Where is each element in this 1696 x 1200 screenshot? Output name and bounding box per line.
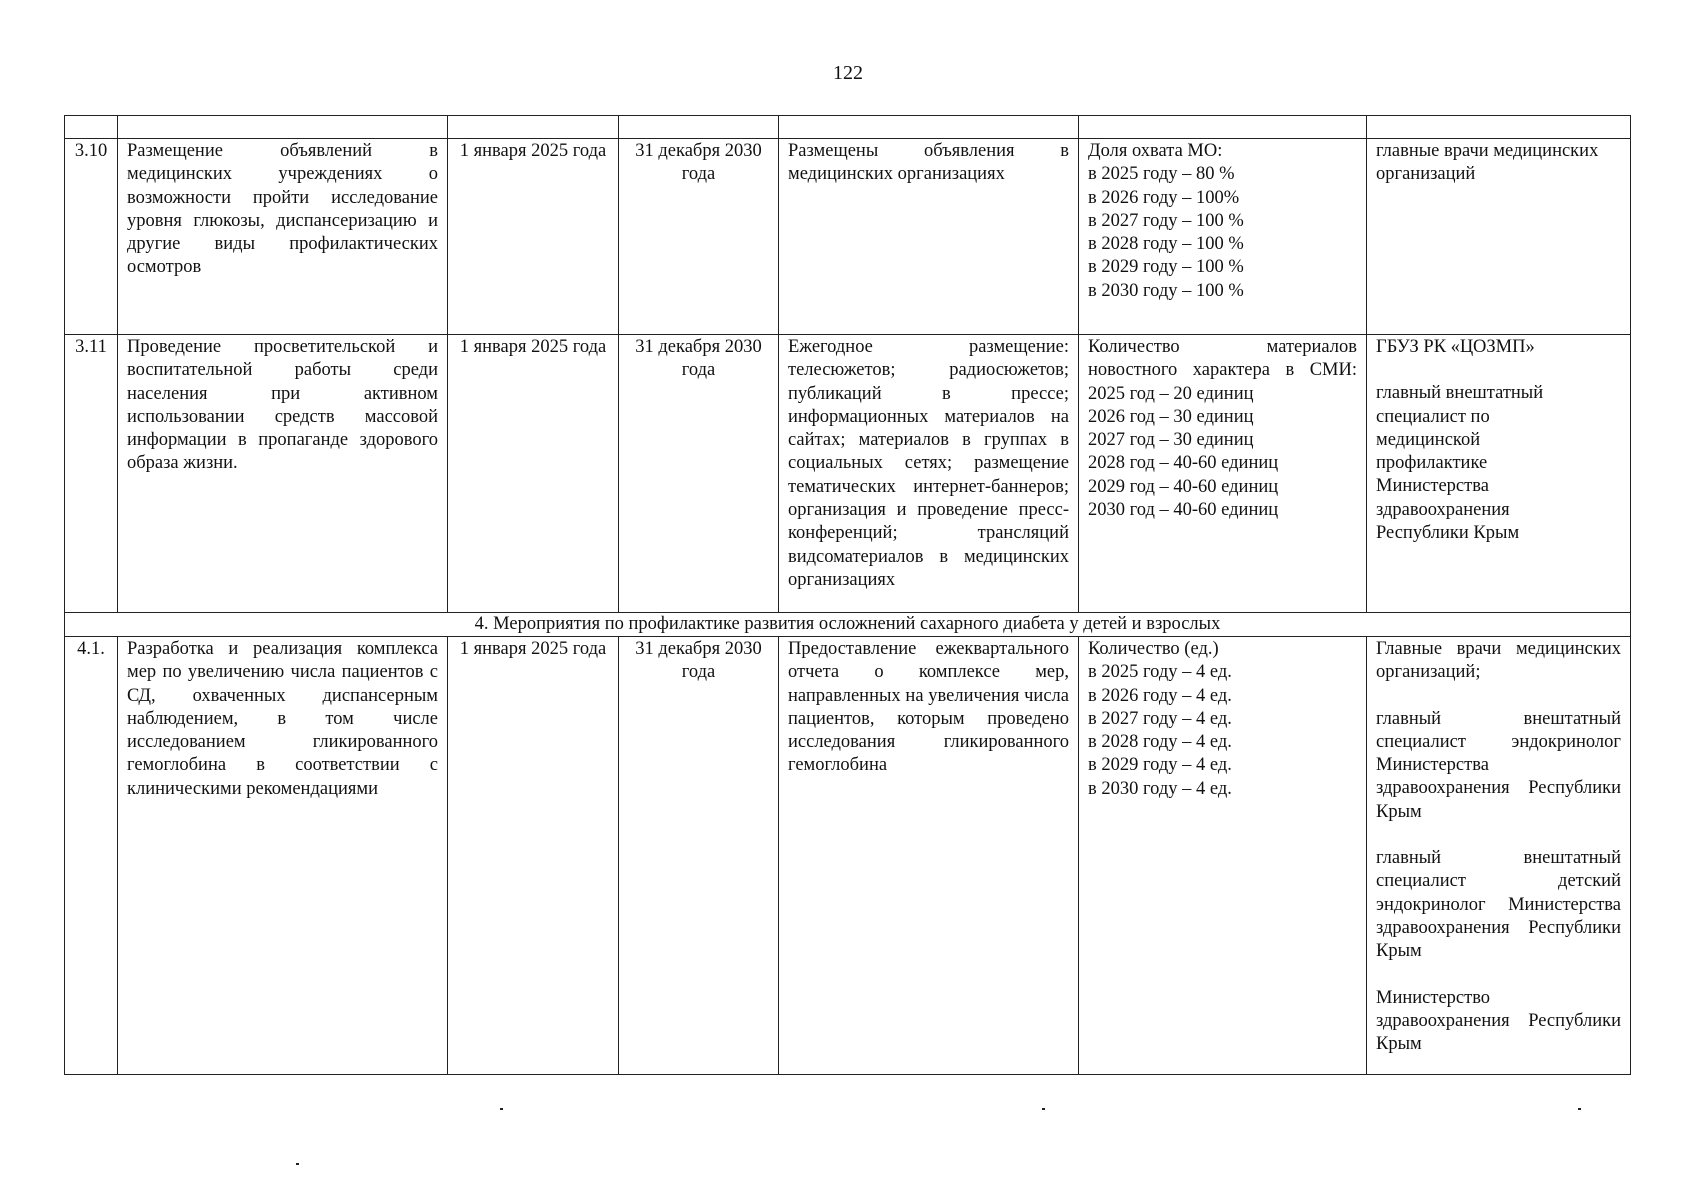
indicator-cell xyxy=(1079,139,1367,335)
responsible-block: Главные врачи медицинских организаций; xyxy=(1376,639,1621,683)
indicator-line: в 2027 году – 100 % xyxy=(1088,210,1244,231)
end-date-cell: 31 декабря 2030 года xyxy=(619,335,779,613)
indicator-line: в 2026 году – 100% xyxy=(1088,187,1240,208)
plan-table xyxy=(64,115,1631,1075)
responsible-cell: главные врачи медицинских организаций xyxy=(1367,139,1631,335)
result-cell: Предоставление ежеквартального отчета о комплексе мер, направленных на увеличения числа пациентов, которым проведено исследования гликированного гемоглобина xyxy=(779,637,1079,1075)
indicator-line: в 2030 году – 100 % xyxy=(1088,280,1244,301)
scan-speck xyxy=(500,1108,503,1110)
responsible-line: специалист по xyxy=(1376,406,1490,427)
row-number: 4.1. xyxy=(65,637,118,1075)
end-date-cell: 31 декабря 2030 года xyxy=(619,637,779,1075)
indicator-line: в 2029 году – 4 ед. xyxy=(1088,755,1232,776)
indicator-line: Количество материалов новостного характера в СМИ: xyxy=(1088,337,1357,381)
result-cell: Размещены объявления в медицинских организациях xyxy=(779,139,1079,335)
responsible-line: здравоохранения xyxy=(1376,499,1510,520)
responsible-line: главный внештатный xyxy=(1376,383,1544,404)
responsible-cell xyxy=(1367,335,1631,613)
table-header-row xyxy=(65,116,1631,139)
indicator-line: в 2026 году – 4 ед. xyxy=(1088,685,1232,706)
header-cell xyxy=(448,116,619,139)
section-header-row xyxy=(65,613,1631,637)
responsible-block: главный внештатный специалист детский эндокринолог Министерства здравоохранения Республики Крым xyxy=(1376,848,1621,962)
responsible-line: Министерства xyxy=(1376,476,1489,497)
indicator-line: в 2030 году – 4 ед. xyxy=(1088,778,1232,799)
indicator-line: в 2029 году – 100 % xyxy=(1088,257,1244,278)
indicator-line: в 2025 году – 4 ед. xyxy=(1088,662,1232,683)
scan-speck xyxy=(296,1163,299,1165)
row-number: 3.11 xyxy=(65,335,118,613)
page-number: 122 xyxy=(833,62,863,84)
indicator-cell xyxy=(1079,637,1367,1075)
indicator-line: 2028 год – 40-60 единиц xyxy=(1088,453,1279,474)
indicator-line: в 2028 году – 100 % xyxy=(1088,234,1244,255)
indicator-line: 2030 год – 40-60 единиц xyxy=(1088,500,1279,521)
indicator-line: в 2028 году – 4 ед. xyxy=(1088,732,1232,753)
indicator-cell xyxy=(1079,335,1367,613)
header-cell xyxy=(1367,116,1631,139)
responsible-line: медицинской xyxy=(1376,429,1481,450)
activity-cell: Разработка и реализация комплекса мер по увеличению числа пациентов с СД, охваченных диспансерным наблюдением, в том числе исследованием гликированного гемоглобина в соответствии с клиническими рекомендациями xyxy=(118,637,448,1075)
table-row xyxy=(65,637,1631,1075)
header-cell xyxy=(779,116,1079,139)
indicator-line: 2027 год – 30 единиц xyxy=(1088,430,1254,451)
responsible-block: Министерство здравоохранения Республики Крым xyxy=(1376,987,1621,1055)
scan-speck xyxy=(1042,1108,1045,1110)
indicator-line: в 2025 году – 80 % xyxy=(1088,164,1235,185)
responsible-line: профилактике xyxy=(1376,453,1488,474)
scan-speck xyxy=(1578,1108,1581,1110)
header-cell xyxy=(118,116,448,139)
end-date-cell: 31 декабря 2030 года xyxy=(619,139,779,335)
responsible-line: ГБУЗ РК «ЦОЗМП» xyxy=(1376,337,1535,357)
section-title: 4. Мероприятия по профилактике развития осложнений сахарного диабета у детей и взрослых xyxy=(65,613,1631,637)
spacer xyxy=(1376,964,1621,987)
activity-cell: Размещение объявлений в медицинских учреждениях о возможности пройти исследование уровня глюкозы, диспансеризацию и другие виды профилактических осмотров xyxy=(118,139,448,335)
spacer xyxy=(1376,685,1621,708)
activity-cell: Проведение просветительской и воспитательной работы среди населения при активном использовании средств массовой информации в пропаганде здорового образа жизни. xyxy=(118,335,448,613)
indicator-line: 2026 год – 30 единиц xyxy=(1088,406,1254,427)
start-date-cell: 1 января 2025 года xyxy=(448,637,619,1075)
header-cell xyxy=(619,116,779,139)
header-cell xyxy=(65,116,118,139)
indicator-line: 2029 год – 40-60 единиц xyxy=(1088,476,1279,497)
spacer xyxy=(1376,824,1621,847)
start-date-cell: 1 января 2025 года xyxy=(448,139,619,335)
result-cell: Ежегодное размещение: телесюжетов; радиосюжетов; публикаций в прессе; информационных материалов на сайтах; материалов в группах в социальных сетях; размещение тематических интернет-баннеров; организация и проведение пресс-конференций; трансляций видсоматериалов в медицинских организациях xyxy=(779,335,1079,613)
start-date-cell: 1 января 2025 года xyxy=(448,335,619,613)
responsible-cell xyxy=(1367,637,1631,1075)
table-row xyxy=(65,139,1631,335)
indicator-line: в 2027 году – 4 ед. xyxy=(1088,708,1232,729)
table-row xyxy=(65,335,1631,613)
indicator-line: Количество (ед.) xyxy=(1088,639,1219,659)
header-cell xyxy=(1079,116,1367,139)
spacer xyxy=(1376,359,1621,382)
indicator-line: Доля охвата МО: xyxy=(1088,141,1223,161)
responsible-line: Республики Крым xyxy=(1376,523,1520,544)
responsible-block: главный внештатный специалист эндокринолог Министерства здравоохранения Республики Крым xyxy=(1376,708,1621,822)
row-number: 3.10 xyxy=(65,139,118,335)
indicator-line: 2025 год – 20 единиц xyxy=(1088,383,1254,404)
